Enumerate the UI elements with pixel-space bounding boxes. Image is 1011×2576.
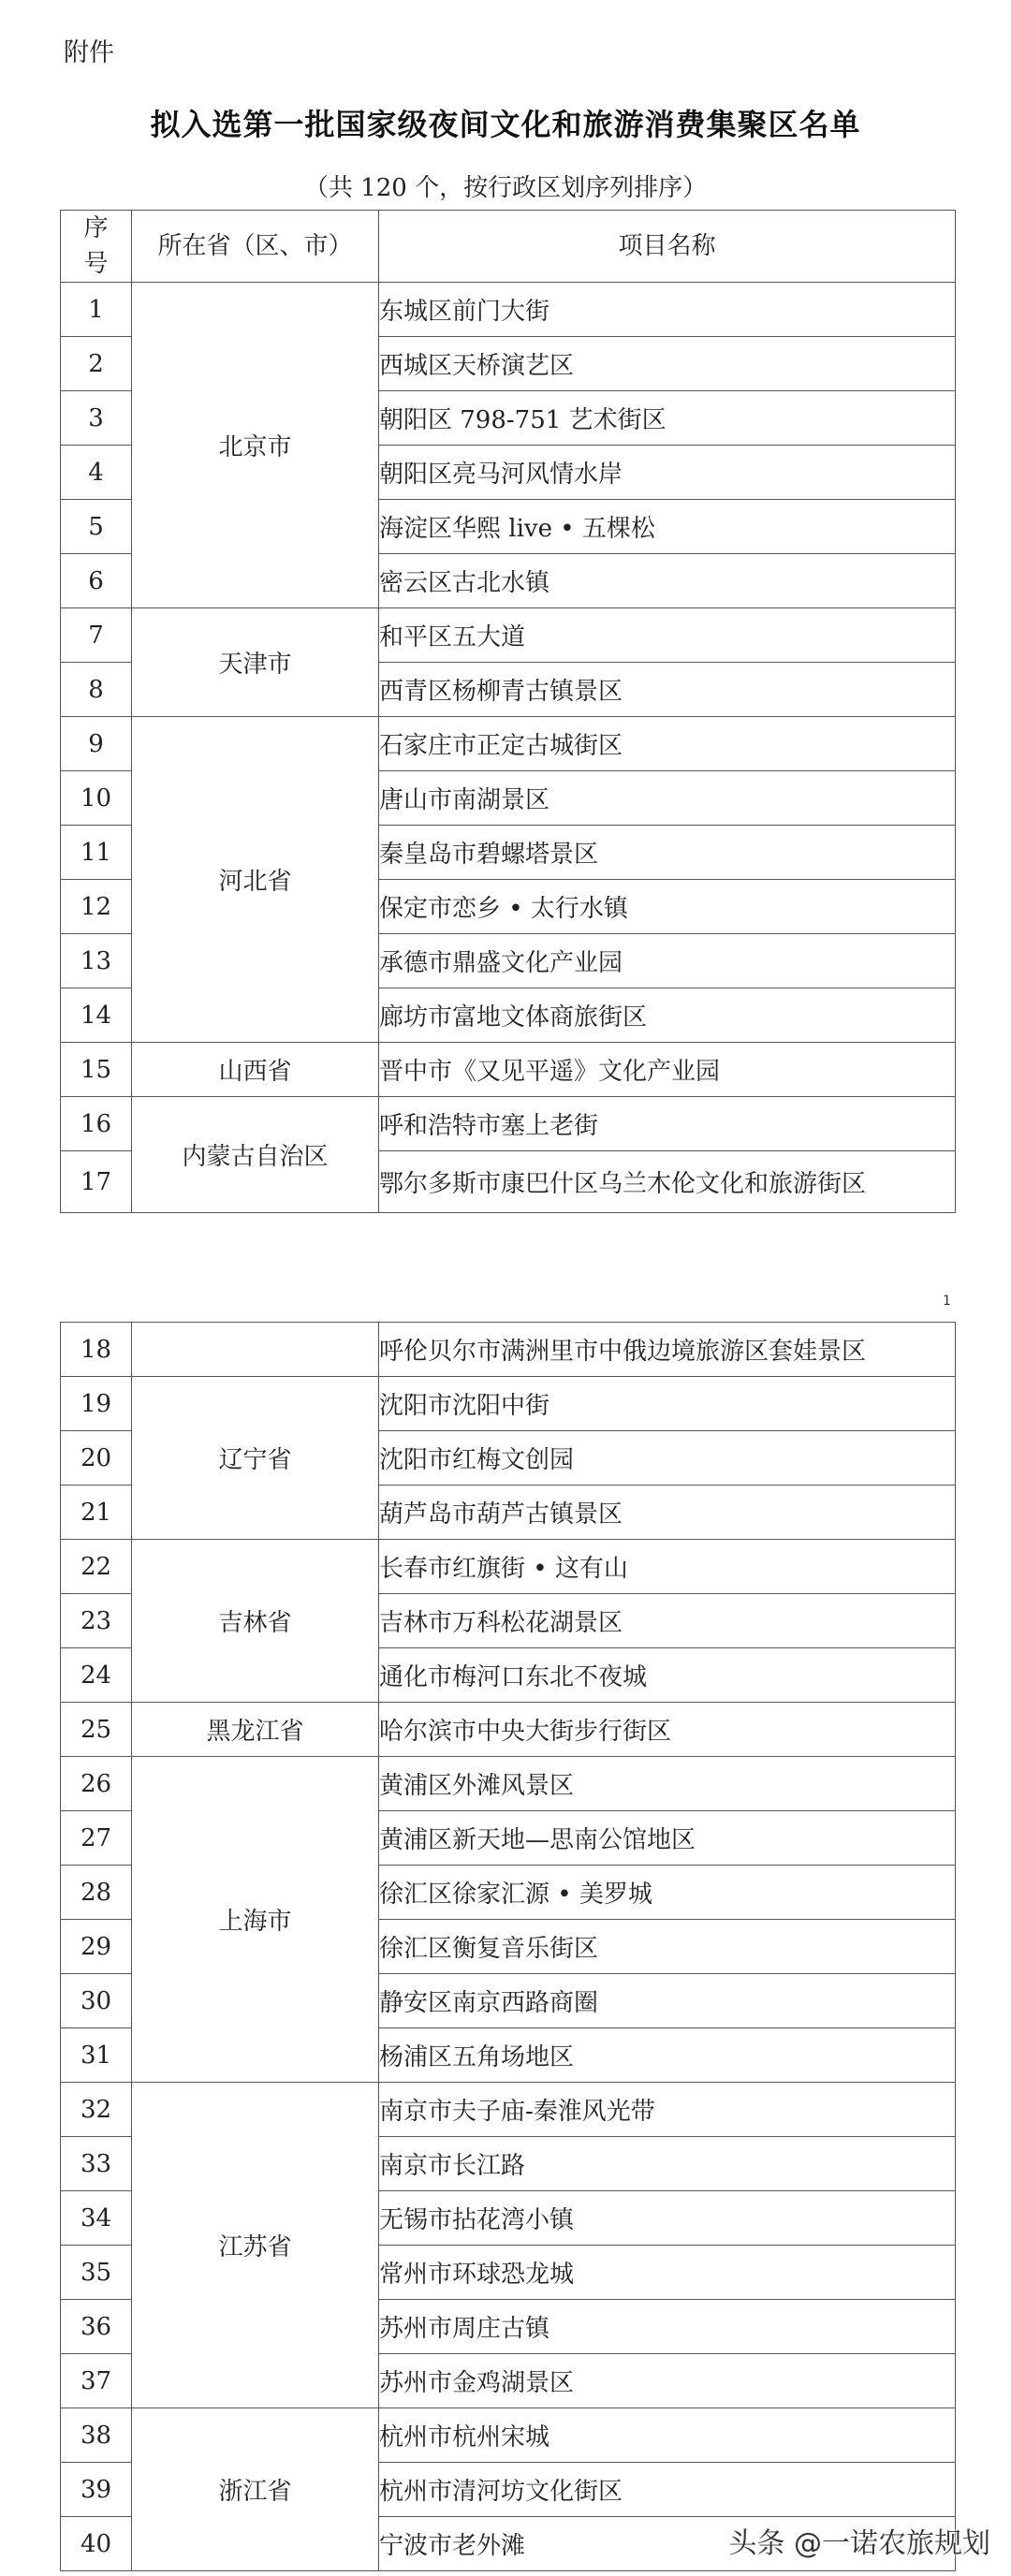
table-row [61,1377,956,1431]
project-name: 南京市长江路 [379,2137,956,2191]
row-number: 29 [61,1920,132,1974]
column-header-province: 所在省（区、市） [132,211,379,283]
province-cell: 河北省 [132,717,379,1043]
project-name: 密云区古北水镇 [379,554,956,608]
project-name: 呼伦贝尔市满洲里市中俄边境旅游区套娃景区 [379,1323,956,1377]
column-header-project-name: 项目名称 [379,211,956,283]
project-name: 廊坊市富地文体商旅街区 [379,988,956,1043]
project-name: 葫芦岛市葫芦古镇景区 [379,1486,956,1540]
row-number: 2 [61,337,132,391]
project-name: 通化市梅河口东北不夜城 [379,1648,956,1703]
row-number: 30 [61,1974,132,2028]
table-row [61,1757,956,1811]
province-cell: 山西省 [132,1043,379,1097]
project-name: 西城区天桥演艺区 [379,337,956,391]
row-number: 22 [61,1540,132,1594]
project-name: 杭州市杭州宋城 [379,2408,956,2463]
row-number: 8 [61,663,132,717]
row-number: 28 [61,1866,132,1920]
row-number: 23 [61,1594,132,1648]
table-row [61,2408,956,2463]
table-row [61,1097,956,1151]
project-name: 苏州市金鸡湖景区 [379,2354,956,2408]
project-name: 石家庄市正定古城街区 [379,717,956,771]
row-number: 39 [61,2463,132,2517]
province-cell [132,1323,379,1377]
document-subtitle: （共 120 个，按行政区划序列排序） [303,174,708,202]
province-cell: 天津市 [132,608,379,717]
document-title: 拟入选第一批国家级夜间文化和旅游消费集聚区名单 [150,107,861,142]
project-name: 承德市鼎盛文化产业园 [379,934,956,988]
row-number: 14 [61,988,132,1043]
project-name: 杨浦区五角场地区 [379,2028,956,2083]
project-name: 徐汇区衡复音乐街区 [379,1920,956,1974]
project-name: 宁波市老外滩 [379,2517,956,2571]
table-row [61,608,956,663]
province-cell: 内蒙古自治区 [132,1097,379,1213]
project-name: 沈阳市沈阳中街 [379,1377,956,1431]
row-number: 6 [61,554,132,608]
province-cell: 北京市 [132,283,379,608]
province-cell: 黑龙江省 [132,1703,379,1757]
project-name: 西青区杨柳青古镇景区 [379,663,956,717]
row-number: 19 [61,1377,132,1431]
row-number: 25 [61,1703,132,1757]
table-row [61,1703,956,1757]
table-row [61,1323,956,1377]
page-number: 1 [943,1294,951,1309]
project-name: 晋中市《又见平遥》文化产业园 [379,1043,956,1097]
table-row [61,1043,956,1097]
row-number: 38 [61,2408,132,2463]
row-number: 7 [61,608,132,663]
row-number: 10 [61,771,132,826]
row-number: 31 [61,2028,132,2083]
project-name: 朝阳区亮马河风情水岸 [379,446,956,500]
table-row [61,717,956,771]
roster-table-body [61,1323,956,2571]
project-name: 常州市环球恐龙城 [379,2246,956,2300]
row-number: 15 [61,1043,132,1097]
row-number: 26 [61,1757,132,1811]
province-cell: 上海市 [132,1757,379,2083]
row-number: 32 [61,2083,132,2137]
project-name: 海淀区华熙 live • 五棵松 [379,500,956,554]
table-row [61,1540,956,1594]
row-number: 13 [61,934,132,988]
roster-table-page-2 [60,1322,956,2571]
project-name: 苏州市周庄古镇 [379,2300,956,2354]
attachment-label: 附件 [64,38,114,67]
project-name: 沈阳市红梅文创园 [379,1431,956,1486]
row-number: 18 [61,1323,132,1377]
row-number: 20 [61,1431,132,1486]
row-number: 24 [61,1648,132,1703]
project-name: 朝阳区 798-751 艺术街区 [379,391,956,446]
row-number: 17 [61,1151,132,1213]
province-cell: 吉林省 [132,1540,379,1703]
row-number: 3 [61,391,132,446]
row-number: 35 [61,2246,132,2300]
row-number: 9 [61,717,132,771]
project-name: 和平区五大道 [379,608,956,663]
project-name: 东城区前门大街 [379,283,956,337]
column-header-number-line2: 号 [83,250,109,278]
project-name: 秦皇岛市碧螺塔景区 [379,826,956,880]
column-header-number [61,211,132,283]
roster-table-page-1 [60,210,956,1213]
watermark: 头条 @一诺农旅规划 [728,2527,990,2560]
table-row [61,283,956,337]
project-name: 黄浦区新天地—思南公馆地区 [379,1811,956,1866]
project-name: 徐汇区徐家汇源 • 美罗城 [379,1866,956,1920]
table-row [61,2083,956,2137]
row-number: 40 [61,2517,132,2571]
project-name: 呼和浩特市塞上老街 [379,1097,956,1151]
row-number: 16 [61,1097,132,1151]
row-number: 12 [61,880,132,934]
project-name: 吉林市万科松花湖景区 [379,1594,956,1648]
table-header-row [61,211,956,283]
project-name: 保定市恋乡 • 太行水镇 [379,880,956,934]
row-number: 33 [61,2137,132,2191]
row-number: 36 [61,2300,132,2354]
row-number: 11 [61,826,132,880]
project-name: 静安区南京西路商圈 [379,1974,956,2028]
roster-table-body [61,283,956,1213]
province-cell: 浙江省 [132,2408,379,2571]
project-name: 哈尔滨市中央大街步行街区 [379,1703,956,1757]
project-name: 长春市红旗街 • 这有山 [379,1540,956,1594]
province-cell: 江苏省 [132,2083,379,2408]
project-name: 杭州市清河坊文化街区 [379,2463,956,2517]
row-number: 27 [61,1811,132,1866]
row-number: 5 [61,500,132,554]
province-cell: 辽宁省 [132,1377,379,1540]
project-name: 黄浦区外滩风景区 [379,1757,956,1811]
row-number: 1 [61,283,132,337]
column-header-number-line1: 序 [83,214,109,242]
row-number: 21 [61,1486,132,1540]
project-name: 无锡市拈花湾小镇 [379,2191,956,2246]
project-name: 唐山市南湖景区 [379,771,956,826]
row-number: 4 [61,446,132,500]
row-number: 34 [61,2191,132,2246]
project-name: 鄂尔多斯市康巴什区乌兰木伦文化和旅游街区 [379,1151,956,1213]
row-number: 37 [61,2354,132,2408]
project-name: 南京市夫子庙-秦淮风光带 [379,2083,956,2137]
